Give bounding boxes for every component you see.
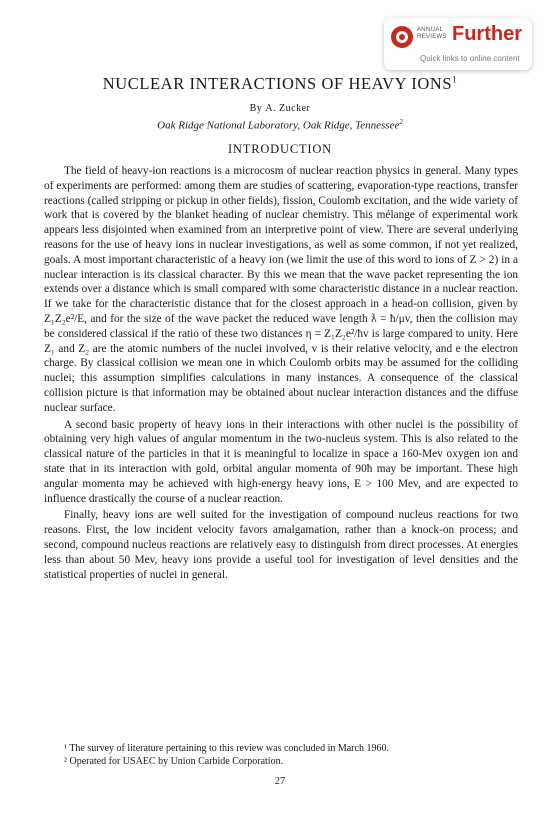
paragraph-2: A second basic property of heavy ions in their interactions with other nuclei is the possibility of obtaining very high values of angular momentum in the two-nucleus system. This is also related to the classical nature of the particles in that it is meaningful to localize in space a 160-Mev oxygen ion and state that in its interaction with gold, orbital angular momenta of 90ħ may be important. These high angular momenta may be achieved with high-energy heavy ions, E > 100 Mev, and are expected to influence drastically the course of a nuclear reaction. bbox=[44, 418, 518, 505]
affiliation-footnote-marker: 2 bbox=[399, 118, 403, 126]
author-prefix: By bbox=[249, 103, 263, 114]
section-heading: INTRODUCTION bbox=[227, 142, 333, 156]
footnotes bbox=[44, 742, 518, 768]
badge-subtitle: Quick links to online content bbox=[420, 54, 520, 63]
paragraph-1: The field of heavy-ion reactions is a microcosm of nuclear reaction physics in general. Many types of experiments are performed: among them are studies of scattering, evaporation-type reactions, transfer reactions (called stripping or pickup in other fields), fission, Coulomb excitation, and the wide variety of work that is covered by the blanket heading of nuclear chemistry. This mélange of experimental work appears less disjointed when examined from an interpretive point of view. There are several underlying reasons for the use of heavy ions in nuclear investigations, as well as some common, if not yet realized, goals. A most important characteristic of a heavy ion (we limit the use of this word to ions of Z > 2) in a nuclear interaction is its classical character. By this we mean that the wave packet representing the ion extends over a distance which is small compared with some characteristic distance in a nuclear reaction. If we take for the characteristic distance that for the closest approach in a head-on collision, given by Z₁Z₂e²/E, and for the size of the wave packet the reduced wave length ƛ = ħ/μv, then the collision may be considered classical if the ratio of these two distances η = Z₁Z₂e²/ħv is large compared to unity. Here Z₁ and Z₂ are the atomic numbers of the nuclei involved, v is their relative velocity, and e the electron charge. By classical collision we mean one in which Coulomb orbits may be assumed for the colliding nuclei; this assumption simplifies calculations in many instances. A consequence of the classical collision picture is that information may be obtained about nuclear interaction distances and the diffuse nuclear surface. bbox=[44, 165, 518, 414]
article-title bbox=[0, 74, 560, 94]
annual-reviews-further-badge[interactable] bbox=[384, 18, 532, 70]
affiliation bbox=[0, 118, 560, 132]
badge-brand: ANNUAL REVIEWS bbox=[417, 27, 447, 40]
author-line bbox=[0, 100, 560, 115]
title-footnote-marker: 1 bbox=[452, 74, 458, 85]
annual-reviews-logo-icon bbox=[391, 26, 413, 48]
page-number: 27 bbox=[274, 776, 286, 787]
author-name: A. Zucker bbox=[265, 103, 311, 114]
paragraph-3: Finally, heavy ions are well suited for the investigation of compound nucleus reactions for two reasons. First, the low incident velocity favors amalgamation, rather than a knock-on process; and second, compound nucleus reactions are relatively easy to distinguish from direct processes. At energies less than about 50 Mev, heavy ions provide a useful tool for investigation of level densities and the statistical properties of nuclei in general. bbox=[44, 509, 518, 581]
article-title-text: NUCLEAR INTERACTIONS OF HEAVY IONS bbox=[102, 74, 453, 93]
body-text bbox=[44, 164, 518, 582]
affiliation-text: Oak Ridge National Laboratory, Oak Ridge, Tennessee bbox=[157, 119, 400, 132]
footnote-2: ² Operated for USAEC by Union Carbide Corporation. bbox=[64, 756, 284, 767]
badge-further-label: Further bbox=[452, 23, 522, 45]
footnote-1: ¹ The survey of literature pertaining to this review was concluded in March 1960. bbox=[64, 743, 389, 754]
